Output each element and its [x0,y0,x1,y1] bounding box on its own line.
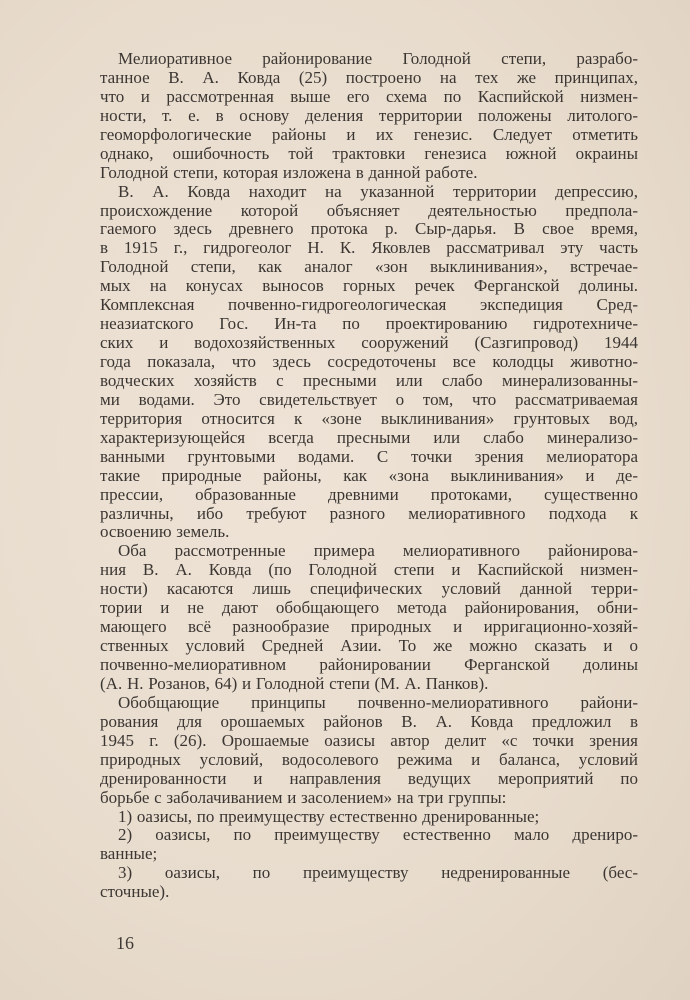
text-line: рования для орошаемых районов В. А. Ковда предложил в [100,711,638,731]
text-line: ских и водохозяйственных сооружений (Сазгипровод) 1944 [100,333,638,353]
text-line: такие природные районы, как «зона выклинивания» и де- [100,465,638,485]
text-line: В. А. Ковда находит на указанной территории депрессию, [118,181,638,201]
text-line: характеризующейся всегда пресными или слабо минерализо- [100,427,638,447]
text-line: Голодной степи, которая изложена в данной работе. [100,162,478,182]
text-line: прессии, образованные древними протоками, существенно [100,484,638,504]
paragraph [100,183,638,543]
text-line: гаемого здесь древнего протока р. Сыр-дарья. В свое время, [100,219,638,239]
text-line: 1) оазисы, по преимуществу естественно дренированные; [118,806,540,826]
text-line: борьбе с заболачиванием и засолением» на три группы: [100,787,507,807]
paragraph [100,50,638,183]
text-line: Голодной степи, как аналог «зон выклинивания», встречае- [100,257,638,277]
text-line: происхождение которой объясняет деятельностью предпола- [100,200,638,220]
text-line: сточные). [100,882,170,902]
text-line: ванными грунтовыми водами. С точки зрения мелиоратора [100,446,638,466]
text-line: что и рассмотренная выше его схема по Каспийской низмен- [100,86,638,106]
text-line: ности) касаются лишь специфических условий данной терри- [100,579,638,599]
paragraph [100,864,638,902]
text-line: однако, ошибочность той трактовки генезиса южной окраины [100,143,638,163]
text-line: тории и не дают обобщающего метода районирования, обни- [100,598,638,618]
text-line: 1945 г. (26). Орошаемые оазисы автор делит «с точки зрения [100,730,638,750]
text-line: 3) оазисы, по преимуществу недренированные (бес- [118,863,638,883]
text-line: ственных условий Средней Азии. То же можно сказать и о [100,636,638,656]
text-line: мающего всё разнообразие природных и ирригационно-хозяй- [100,617,638,637]
text-line: различны, ибо требуют разного мелиоративного подхода к [100,503,638,523]
text-line: водческих хозяйств с пресными или слабо минерализованны- [100,370,638,390]
text-line: года показала, что здесь сосредоточены все колодцы животно- [100,352,638,371]
text-line: освоению земель. [100,522,230,542]
text-line: неазиатского Гос. Ин-та по проектированию гидротехниче- [100,314,638,334]
page-number: 16 [116,933,134,953]
text-line: Комплексная почвенно-гидрогеологическая экспедиция Сред- [100,295,638,315]
paragraph [100,694,638,808]
text-line: (А. Н. Розанов, 64) и Голодной степи (М. А. Панков). [100,673,489,693]
text-line: Оба рассмотренные примера мелиоративного районирова- [118,541,638,561]
text-line: 2) оазисы, по преимуществу естественно мало дрениро- [118,825,638,845]
text-line: ванные; [100,844,158,864]
text-line: танное В. А. Ковда (25) построено на тех же принципах, [100,67,638,87]
text-line: ния В. А. Ковда (по Голодной степи и Каспийской низмен- [100,560,638,580]
text-line: геоморфологические районы и их генезис. Следует отметить [100,124,638,144]
text-line: ности, т. е. в основу деления территории положены литолого- [100,105,638,125]
paragraph [100,826,638,864]
text-line: почвенно-мелиоративном районировании Ферганской долины [100,655,638,674]
text-line: в 1915 г., гидрогеолог Н. К. Яковлев рассматривал эту часть [100,238,638,258]
page-body-text [100,50,638,902]
text-line: мых на конусах выносов горных речек Ферганской долины. [100,276,638,296]
text-line: территория относится к «зоне выклинивания» грунтовых вод, [100,408,638,428]
paragraph [100,542,638,694]
text-line: ми водами. Это свидетельствует о том, что рассматриваемая [100,389,638,409]
text-line: природных условий, водосолевого режима и баланса, условий [100,749,638,769]
paragraph [100,808,638,827]
text-line: Обобщающие принципы почвенно-мелиоративного райони- [118,692,638,712]
text-line: Мелиоративное районирование Голодной степи, разрабо- [118,49,638,68]
text-line: дренированности и направления ведущих мероприятий по [100,768,638,788]
